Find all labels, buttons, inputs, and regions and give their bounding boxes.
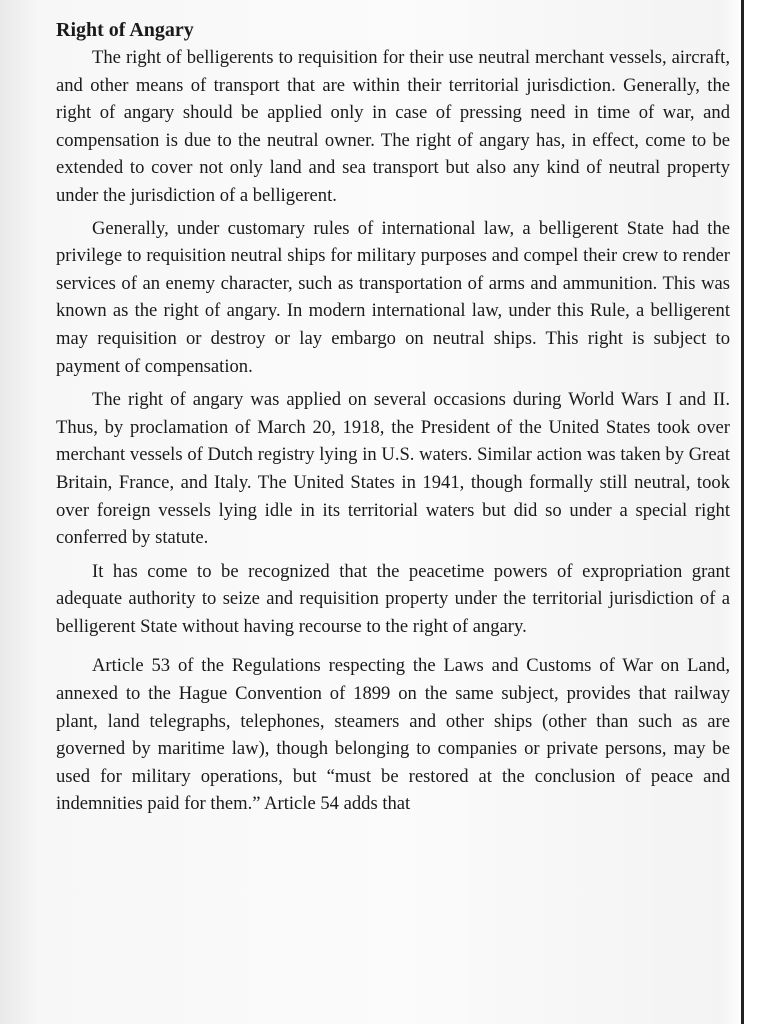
paragraph-customary-rules: Generally, under customary rules of international law, a belligerent State had the privilege to requisition neutral ships for military purposes and compel their crew to render services of an enemy character, such as transportation of arms and ammunition. This was known as the right of angary. In modern international law, under this Rule, a belligerent may requisition or destroy or lay embargo on neutral ships. This right is subject to payment of compensation. (56, 217, 730, 377)
paragraph-expropriation: It has come to be recognized that the peacetime powers of expropriation grant adequate authority to seize and requisition property under the territorial jurisdiction of a belligerent State without having recourse to the right of angary. (56, 560, 730, 637)
page-edge-divider (741, 0, 744, 1024)
paragraph-definition: The right of belligerents to requisition for their use neutral merchant vessels, aircraft, and other means of transport that are within their territorial jurisdiction. Generally, the right of angary should be applied only in case of pressing need in time of war, and compensation is due to the neutral owner. The right of angary has, in effect, come to be extended to cover not only land and sea transport but also any kind of neutral property under the jurisdiction of a belligerent. (56, 47, 730, 206)
paragraph-article-53: Article 53 of the Regulations respecting the Laws and Customs of War on Land, annexed to the Hague Convention of 1899 on the same subject, provides that railway plant, land telegraphs, telephones, steamers and other ships (other than such as are governed by maritime law), though belonging to companies or private persons, may be used for military operations, but “must be restored at the conclusion of peace and indemnities paid for them.” Article 54 adds that (56, 655, 730, 815)
paragraph-world-wars: The right of angary was applied on several occasions during World Wars I and II. Thus, by proclamation of March 20, 1918, the President of the United States took over merchant vessels of Dutch registry lying in U.S. waters. Similar action was taken by Great Britain, France, and Italy. The United States in 1941, though formally still neutral, took over foreign vessels lying idle in its territorial waters but did so under a special right conferred by statute. (56, 389, 730, 549)
text-block (56, 16, 730, 818)
section-heading: Right of Angary (56, 19, 194, 41)
